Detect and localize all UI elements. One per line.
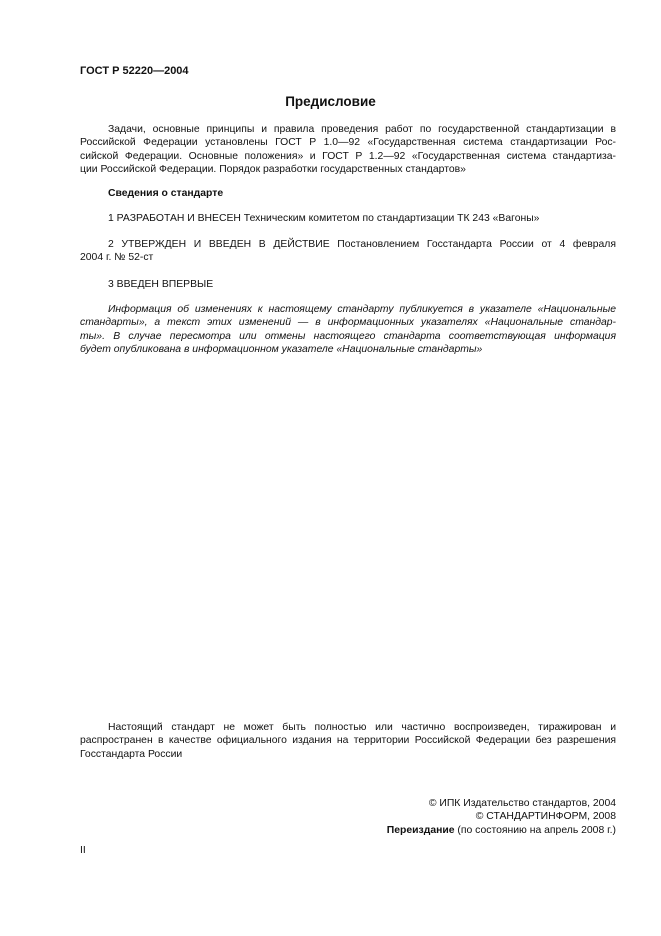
intro-line: Российской Федерации установлены ГОСТ Р 1.0—92 «Государственная система стандартизации Рос- (80, 137, 616, 149)
info-line: Информация об изменениях к настоящему стандарту публикуется в указателе «Национальные (108, 304, 616, 315)
reissue-date: (по состоянию на апрель 2008 г.) (454, 824, 616, 836)
intro-line: Задачи, основные принципы и правила проведения работ по государственной стандартизации в (108, 124, 616, 135)
intro-line: сийской Федерации. Основные положения» и ГОСТ Р 1.2—92 «Государственная система стандартиза- (80, 150, 616, 162)
legal-line: Настоящий стандарт не может быть полностью или частично воспроизведен, тиражирован и (108, 722, 616, 733)
page-title: Предисловие (285, 94, 376, 109)
item-3: 3 ВВЕДЕН ВПЕРВЫЕ (108, 279, 214, 290)
item-2 (80, 238, 616, 265)
copyright-block (387, 797, 616, 837)
info-paragraph (80, 303, 616, 357)
page-number: II (80, 845, 86, 856)
copyright-standartinform: © СТАНДАРТИНФОРМ, 2008 (475, 811, 616, 823)
item-2-line: 2004 г. № 52-ст (80, 252, 154, 264)
info-line: будет опубликована в информационном указателе «Национальные стандарты» (80, 344, 483, 356)
legal-line: распространен в качестве официального издания на территории Российской Федерации без разрешения (80, 735, 616, 747)
document-code-header: ГОСТ Р 52220—2004 (80, 65, 189, 77)
info-line: стандарты», а текст этих изменений — в информационных указателях «Национальные стандар- (80, 317, 616, 329)
reissue-label: Переиздание (386, 824, 455, 836)
intro-paragraph (80, 123, 616, 177)
section-heading: Сведения о стандарте (108, 188, 224, 199)
legal-notice (80, 721, 616, 761)
intro-line: ции Российской Федерации. Порядок разработки государственных стандартов» (80, 164, 466, 176)
info-line: ты». В случае пересмотра или отмены настоящего стандарта соответствующая информация (80, 330, 616, 342)
copyright-publisher: © ИПК Издательство стандартов, 2004 (428, 798, 616, 809)
legal-line: Госстандарта России (80, 748, 183, 760)
item-2-line: 2 УТВЕРЖДЕН И ВВЕДЕН В ДЕЙСТВИЕ Постановлением Госстандарта России от 4 февраля (108, 239, 616, 250)
reissue-line (387, 824, 616, 837)
item-1: 1 РАЗРАБОТАН И ВНЕСЕН Техническим комитетом по стандартизации ТК 243 «Вагоны» (108, 213, 540, 224)
